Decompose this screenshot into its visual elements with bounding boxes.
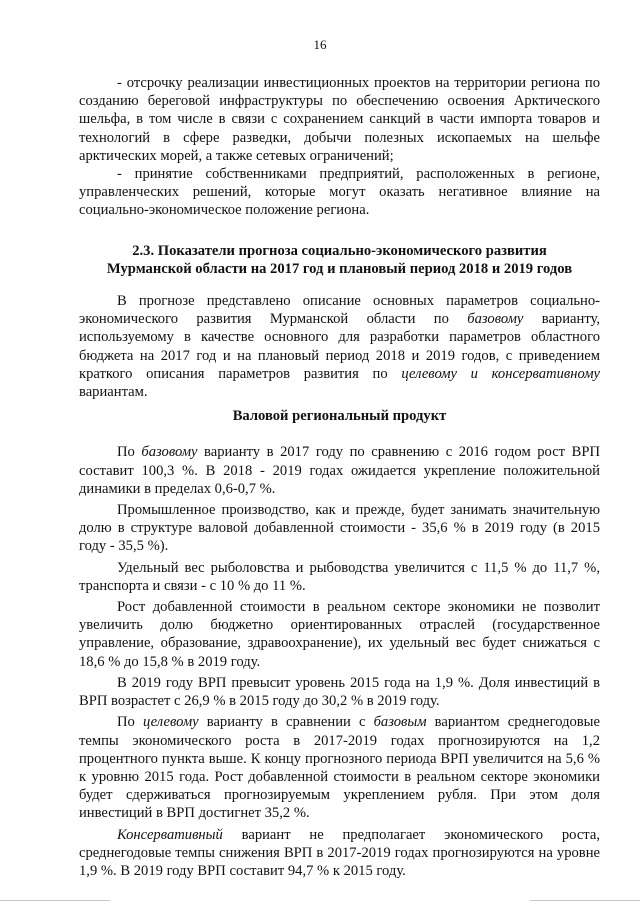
text-run: варианту в сравнении с (198, 714, 374, 731)
paragraph-target-variant (79, 713, 600, 822)
paragraph-investment-delay: - отсрочку реализации инвестиционных проектов на территории региона по созданию береговой инфраструктуры по обеспечению освоения Арктического шельфа, в том числе в связи с сохранением санкций в части импорта товаров и технологий в сфере разведки, добычи полезных ископаемых на шельфе арктических морей, а также сетевых ограничений; (79, 75, 600, 164)
text-run: вариантам. (79, 384, 148, 401)
text-run: По (117, 444, 142, 461)
document-body (79, 74, 600, 880)
page-number: 16 (313, 37, 327, 52)
scan-edge-left (0, 900, 110, 901)
italic-run: Консервативный (117, 826, 223, 843)
sub-heading-grp: Валовой региональный продукт (232, 408, 447, 425)
paragraph-industry-share: Промышленное производство, как и прежде, будет занимать значительную долю в структуре валовой добавленной стоимости - 35,6 % в 2019 году (в 2015 году - 35,5 %). (79, 502, 600, 555)
paragraph-grp-2019: В 2019 году ВРП превысит уровень 2015 года на 1,9 %. Доля инвестиций в ВРП возрастет с 26,9 % в 2015 году до 30,2 % в 2019 году. (79, 674, 600, 710)
paragraph-base-variant (79, 443, 600, 498)
italic-run: базовым (373, 714, 427, 731)
italic-run: базовому (141, 444, 198, 461)
text-run: варианту, используемому в качестве основного для разработки параметров областного бюджета на 2017 год и на плановый период 2018 и 2019 годов, с приведением краткого описания параметров развития по (79, 311, 600, 382)
italic-run: целевому (142, 714, 199, 731)
text-run: варианту в 2017 году по сравнению с 2016 годом рост ВРП составит 100,3 %. В 2018 - 2019 годах ожидается укрепление положительной динамики в пределах 0,6-0,7 %. (79, 444, 600, 497)
text-run: вариант не предполагает экономического роста, среднегодовые темпы снижения ВРП в 2017-2019 годах прогнозируются на уровне 1,9 %. В 2019 году ВРП составит 94,7 % к 2015 году. (79, 826, 600, 879)
scan-edge-right (530, 900, 640, 901)
text-run: В прогнозе представлено описание основных параметров социально-экономического развития Мурманской области по (79, 293, 600, 328)
paragraph-conservative-variant (79, 826, 600, 881)
paragraph-forecast-intro (79, 292, 600, 401)
section-heading-line-2: Мурманской области на 2017 год и плановый период 2018 и 2019 годов (106, 260, 573, 277)
text-run: вариантом среднегодовые темпы экономического роста в 2017-2019 годах прогнозируются на 1,2 процентного пункта выше. К концу прогнозного периода ВРП увеличится на 5,6 % к уровню 2015 года. Рост добавленной стоимости в реальном секторе экономики будет сдерживаться прогнозируемым укреплением рубля. При этом доля инвестиций в ВРП достигнет 35,2 %. (79, 714, 600, 822)
paragraph-fishing-transport: Удельный вес рыболовства и рыбоводства увеличится с 11,5 % до 11,7 %, транспорта и связи - с 10 % до 11 %. (79, 559, 600, 594)
section-heading-line-1: 2.3. Показатели прогноза социально-экономического развития (132, 242, 547, 259)
italic-run: базовому (467, 311, 524, 328)
paragraph-owner-decisions: - принятие собственниками предприятий, расположенных в регионе, управленческих решений, которые могут оказать негативное влияние на социально-экономическое положение региона. (79, 166, 600, 219)
text-run: По (117, 714, 143, 731)
paragraph-budget-sectors: Рост добавленной стоимости в реальном секторе экономики не позволит увеличить долю бюджетно ориентированных отраслей (государственное управление, образование, здравоохранение), их удельный вес будет снижаться с 18,6 % до 15,8 % в 2019 году. (79, 599, 600, 670)
italic-run: целевому и консервативному (401, 365, 600, 382)
